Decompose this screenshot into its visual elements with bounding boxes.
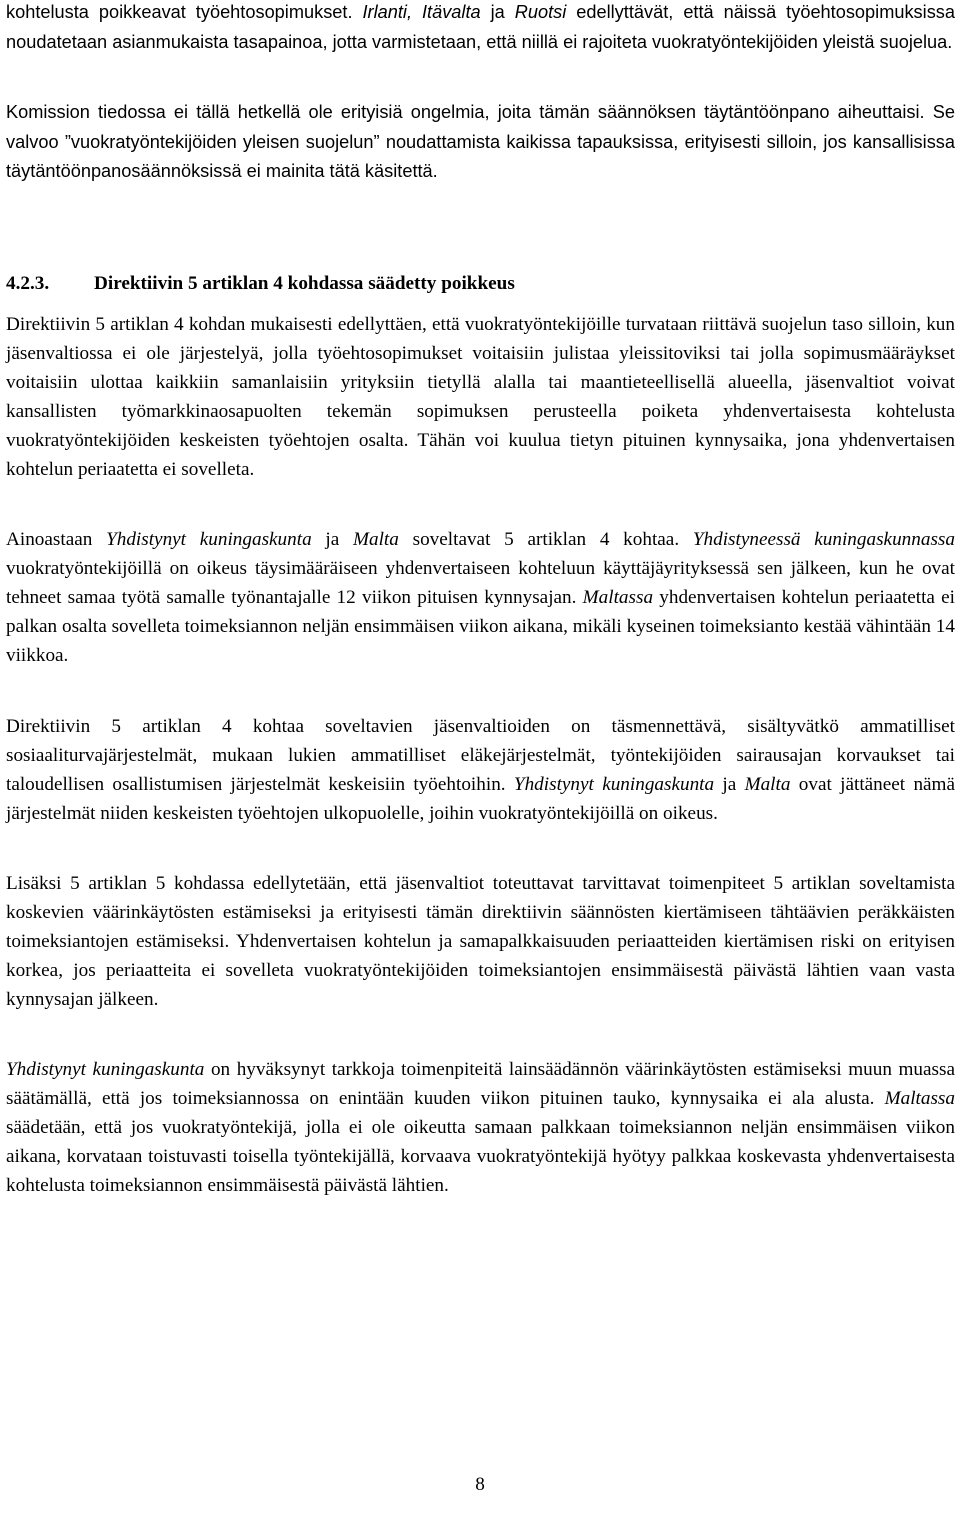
text-run: Ainoastaan: [6, 529, 107, 550]
italic-text-run: Malta: [744, 774, 791, 795]
section-heading: [6, 269, 515, 298]
text-run: ja: [311, 529, 354, 550]
italic-text-run: Ruotsi: [514, 2, 567, 22]
text-run: vuokratyöntekijöillä on oikeus täysimääräiseen yhdenvertaiseen kohteluun käyttäjäyrityksessä sen jälkeen, kun he ovat tehneet samaa työtä samalle työnantajalle 12 viikon pituisen kynnysajan.: [6, 558, 955, 608]
italic-text-run: Malta: [353, 529, 399, 550]
italic-text-run: Irlanti, Itävalta: [362, 2, 481, 22]
text-run: kohtelusta poikkeavat työehtosopimukset.: [6, 2, 363, 22]
paragraph-key-conditions: [6, 712, 955, 828]
text-run: ja: [480, 2, 515, 22]
text-run: ovat jättäneet nämä järjestelmät niiden keskeisten työehtojen ulkopuolelle, joihin vuokratyöntekijöillä on oikeus.: [6, 774, 955, 824]
italic-text-run: Yhdistynyt kuningaskunta: [6, 1059, 205, 1080]
paragraph-intro: [6, 0, 955, 57]
paragraph-uk-malta-measures: [6, 1055, 955, 1200]
text-run: on hyväksynyt tarkkoja toimenpiteitä lainsäädännön väärinkäytösten estämiseksi muun muassa säätämällä, että jos toimeksiannossa on enintään kuuden viikon pituinen tauko, kynnysaika ei ala alusta.: [6, 1059, 955, 1109]
italic-text-run: Yhdistynyt kuningaskunta: [106, 529, 312, 550]
text-run: Direktiivin 5 artiklan 4 kohdan mukaisesti edellyttäen, että vuokratyöntekijöille turvataan riittävä suojelun taso silloin, kun jäsenvaltiossa ei ole järjestelyä, jolla työehtosopimukset voitaisiin julistaa yleissitoviksi tai jolla sopimusmääräykset voitaisiin ulottaa kaikkiin samanlaisiin yrityksiin tietyllä alalla tai maantieteellisellä alueella, jäsenvaltiot voivat kansallisten työmarkkinaosapuolten tekemän sopimuksen perusteella poiketa yhdenvertaisesta kohtelusta vuokratyöntekijöiden keskeisten työehtojen osalta. Tähän voi kuulua tietyn pituinen kynnysaika, jona yhdenvertaisen kohtelun periaatetta ei sovelleta.: [6, 314, 955, 480]
text-run: soveltavat 5 artiklan 4 kohtaa.: [398, 529, 693, 550]
text-run: Direktiivin 5 artiklan 4 kohtaa soveltavien jäsenvaltioiden on täsmennettävä, sisältyvätkö ammatilliset sosiaaliturvajärjestelmät, mukaan lukien ammatilliset eläkejärjestelmät, työntekijöiden sairausajan korvaukset tai taloudellisen osallistumisen järjestelmät keskeisiin työehtoihin.: [6, 716, 955, 795]
paragraph-article-5-4: [6, 310, 955, 484]
page-number: 8: [475, 1474, 485, 1495]
text-run: Komission tiedossa ei tällä hetkellä ole erityisiä ongelmia, joita tämän säännöksen täytäntöönpano aiheuttaisi. Se valvoo ”vuokratyöntekijöiden yleisen suojelun” noudattamista kaikissa tapauksissa, erityisesti silloin, jos kansallisissa täytäntöönpanosäännöksissä ei mainita tätä käsitettä.: [6, 102, 955, 181]
text-run: yhdenvertaisen kohtelun periaatetta ei palkan osalta sovelleta toimeksiannon neljän ensimmäisen viikon aikana, mikäli kyseinen toimeksianto kestää vähintään 14 viikkoa.: [6, 587, 956, 666]
italic-text-run: Maltassa: [884, 1088, 955, 1109]
text-run: ja: [714, 774, 745, 795]
text-run: Lisäksi 5 artiklan 5 kohdassa edellytetään, että jäsenvaltiot toteuttavat tarvittavat toimenpiteet 5 artiklan soveltamista koskevien väärinkäytösten estämiseksi ja erityisesti tämän direktiivin säännösten kiertämiseen tähtäävien peräkkäisten toimeksiantojen estämiseksi. Yhdenvertaisen kohtelun ja samapalkkaisuuden periaatteiden kiertämisen riski on erityisen korkea, jos periaatteita ei sovelleta vuokratyöntekijöiden toimeksiantojen ensimmäisestä päivästä lähtien vaan vasta kynnysajan jälkeen.: [6, 873, 955, 1010]
paragraph-uk-malta: [6, 525, 955, 670]
italic-text-run: Yhdistynyt kuningaskunta: [513, 774, 715, 795]
italic-text-run: Maltassa: [582, 587, 654, 608]
paragraph-commission: [6, 98, 955, 187]
text-run: edellyttävät, että näissä työehtosopimuksissa noudatetaan asianmukaista tasapainoa, jotta varmistetaan, että niillä ei rajoiteta vuokratyöntekijöiden yleistä suojelua.: [6, 2, 955, 52]
text-run: säädetään, että jos vuokratyöntekijä, jolla ei ole oikeutta samaan palkkaan toimeksiannon neljän ensimmäisen viikon aikana, korvataan toistuvasti toisella työntekijällä, korvaava vuokratyöntekijä hyötyy palkkaa koskevasta yhdenvertaisesta kohtelusta toimeksiannon ensimmäisestä päivästä lähtien.: [6, 1117, 955, 1196]
italic-text-run: Yhdistyneessä kuningaskunnassa: [692, 529, 955, 550]
section-number: 4.2.3.: [6, 273, 50, 294]
paragraph-abuse-prevention: [6, 869, 955, 1014]
section-title: Direktiivin 5 artiklan 4 kohdassa säädetty poikkeus: [94, 273, 515, 294]
